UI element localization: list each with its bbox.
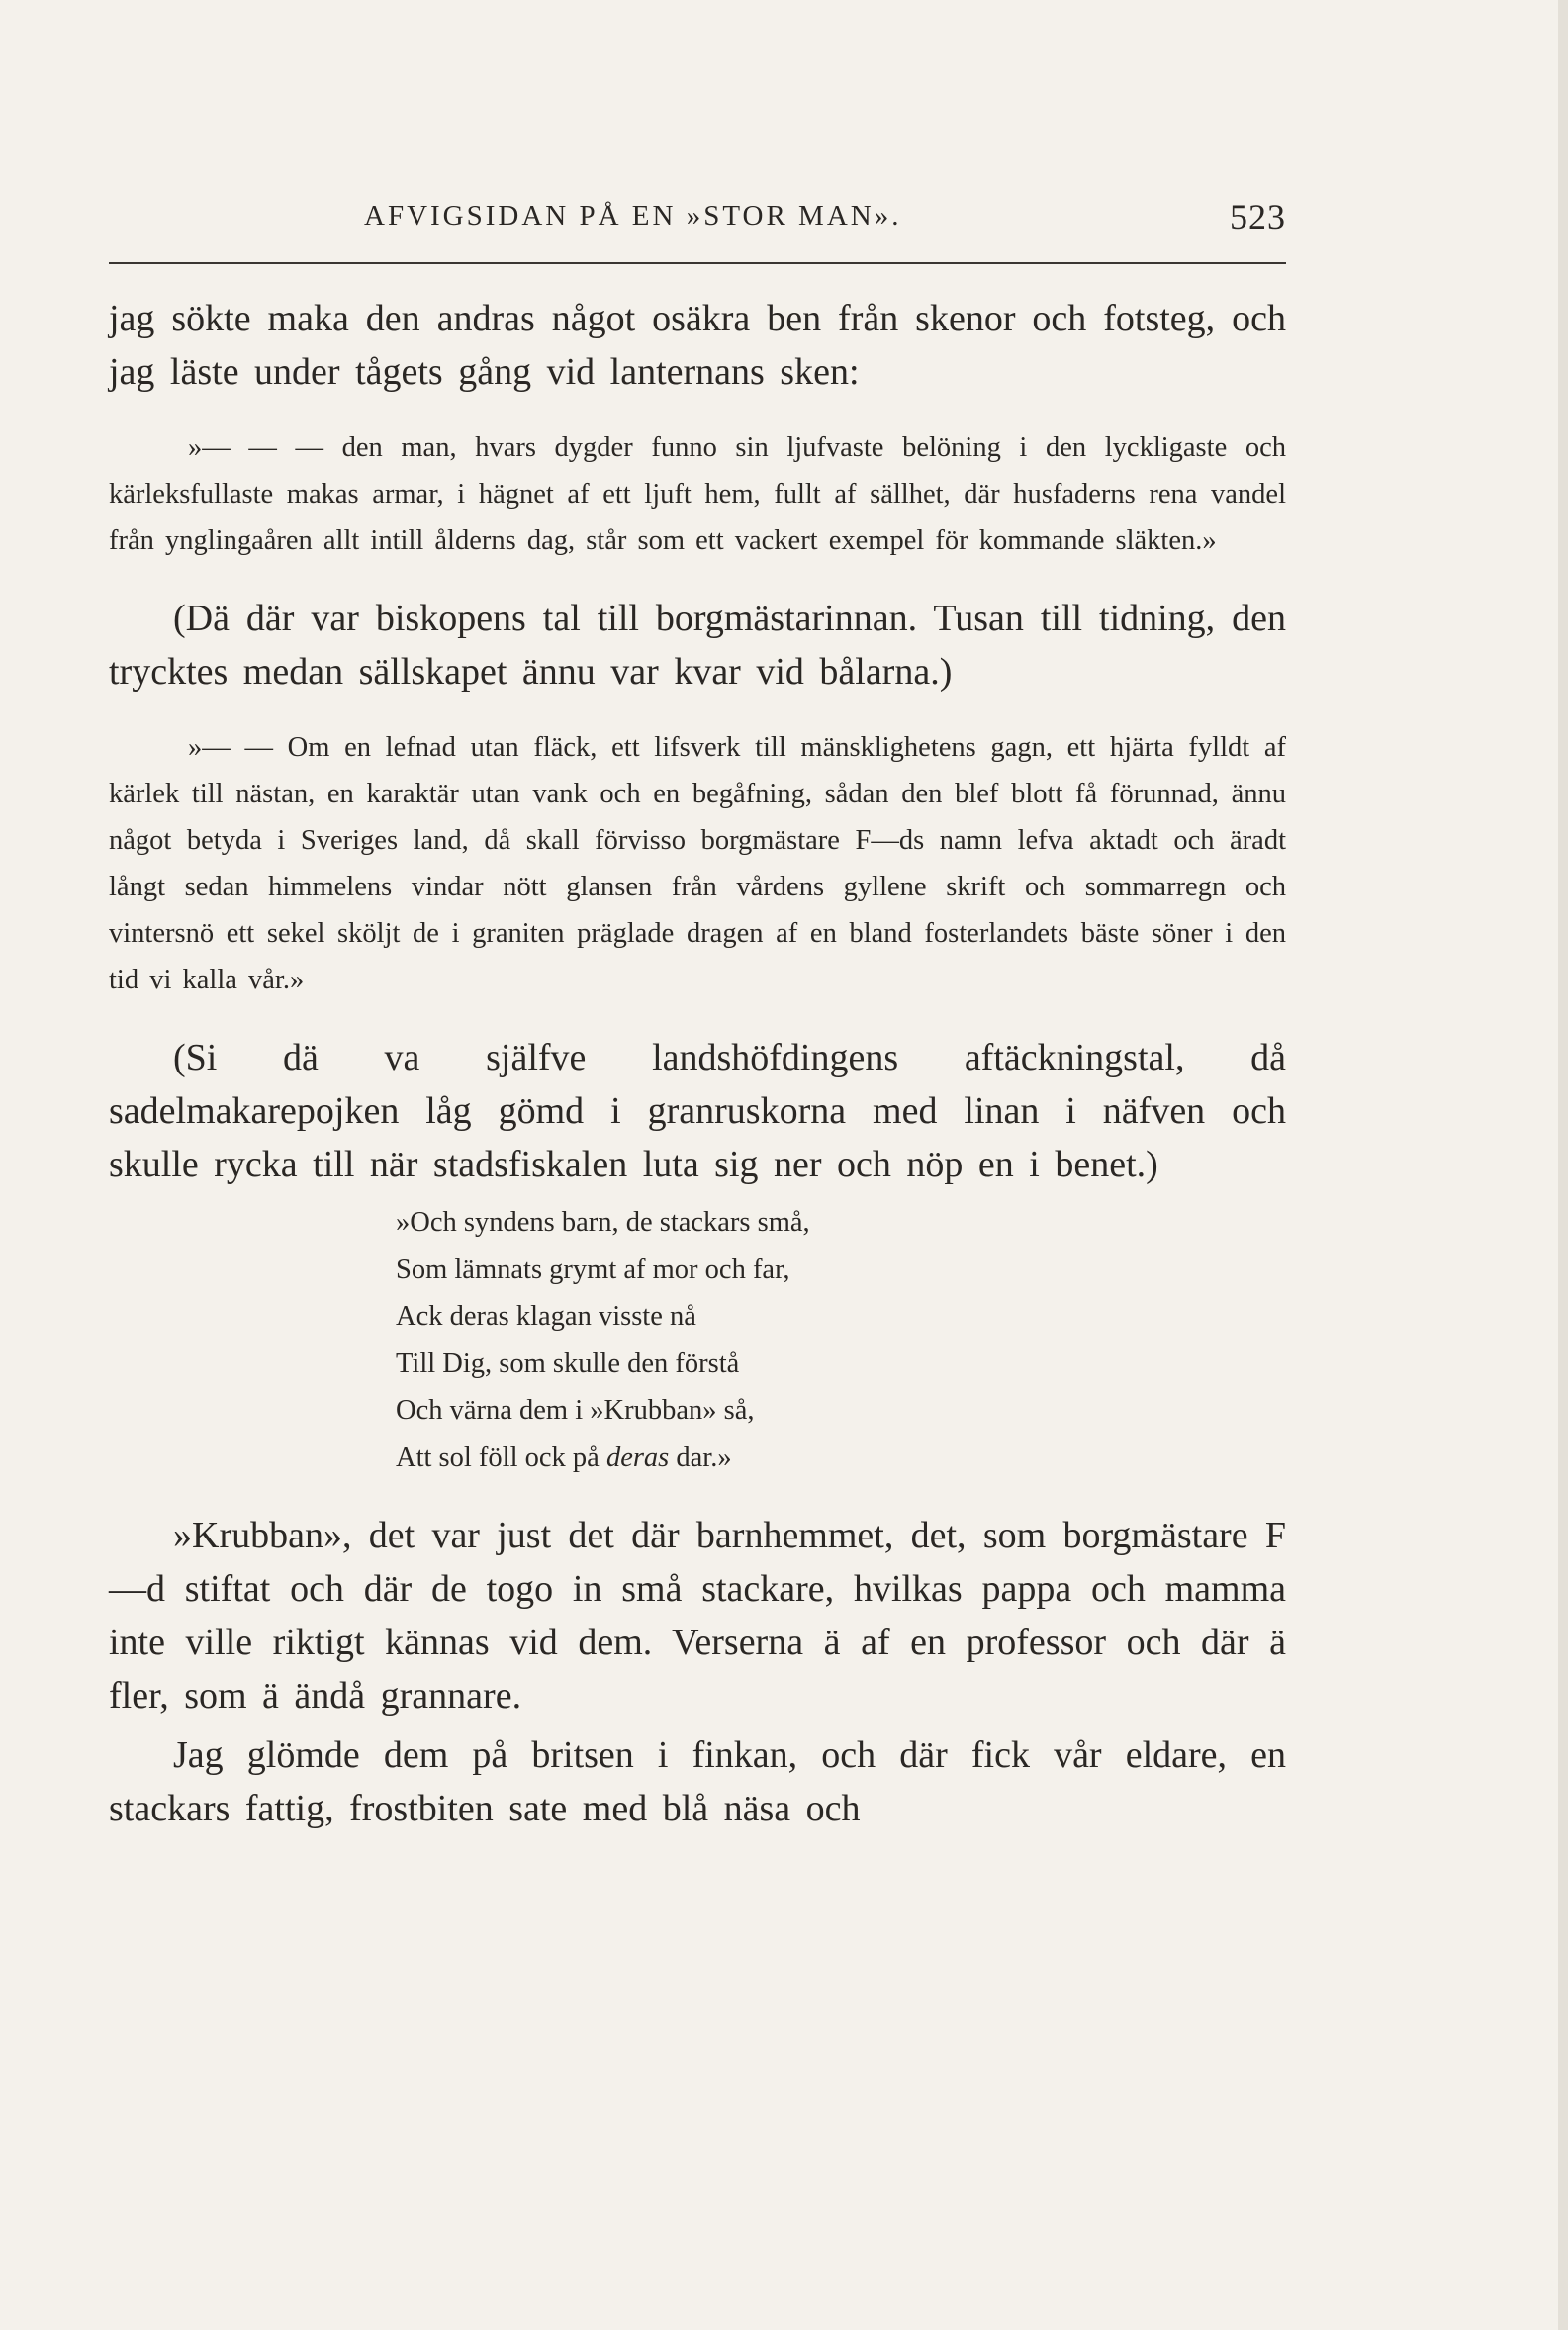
poem-line-end: dar.» bbox=[676, 1442, 732, 1473]
paragraph-3: (Si dä va själfve landshöfdingens aftäckningstal, då sadelmakarepojken låg gömd i granruskorna med linan i näfven och skulle rycka till när stadsfiskalen luta sig ner och nöp en i benet.) bbox=[109, 1037, 1286, 1185]
quote-bishop-speech: »— — — den man, hvars dygder funno sin ljufvaste belöning i den lyckligaste och kärleksfullaste makas armar, i hägnet af ett ljuft hem, fullt af sällhet, där husfaderns rena vandel från ynglingaåren allt intill ålderns dag, står som ett vackert exempel för kommande släkten.» bbox=[109, 432, 1286, 556]
paragraph-4: »Krubban», det var just det där barnhemmet, det, som borgmästare F—d stiftat och där de togo in små stackare, hvilkas pappa och mamma inte ville riktigt kännas vid dem. Verserna ä af en professor och där ä fler, som ä ändå grannare. bbox=[109, 1515, 1286, 1717]
page-header bbox=[109, 196, 1286, 255]
running-head: AFVIGSIDAN PÅ EN »STOR MAN». bbox=[364, 200, 902, 232]
poem-line-start: Att sol föll ock på bbox=[396, 1442, 600, 1473]
page-body bbox=[109, 292, 1286, 1835]
poem-line: Ack deras klagan visste nå bbox=[396, 1301, 696, 1332]
quote-memorial-speech: »— — Om en lefnad utan fläck, ett lifsverk till mänsklighetens gagn, ett hjärta fylldt af kärlek till nästan, en karaktär utan vank och en begåfning, sådan den blef blott få förunnad, ännu något betyda i Sveriges land, då skall förvisso borgmästare F—ds namn lefva aktadt och äradt långt sedan himmelens vindar nött glansen från vårdens gyllene skrift och sommarregn och vintersnö ett sekel sköljt de i graniten präglade dragen af en bland fosterlandets bäste söner i den tid vi kalla vår.» bbox=[109, 732, 1286, 995]
poem-line: Till Dig, som skulle den förstå bbox=[396, 1348, 740, 1379]
poem-line: »Och syndens barn, de stackars små, bbox=[396, 1207, 810, 1238]
poem-line: Som lämnats grymt af mor och far, bbox=[396, 1254, 790, 1285]
paragraph-2: (Dä där var biskopens tal till borgmästarinnan. Tusan till tidning, den trycktes medan sällskapet ännu var kvar vid bålarna.) bbox=[109, 598, 1286, 693]
poem-verse bbox=[396, 1199, 1286, 1481]
poem-line bbox=[396, 1435, 1286, 1482]
paragraph-1: jag sökte maka den andras något osäkra ben från skenor och fotsteg, och jag läste under tågets gång vid lanternans sken: bbox=[109, 298, 1286, 393]
page-number: 523 bbox=[1230, 197, 1286, 236]
header-rule bbox=[109, 262, 1286, 264]
page-edge bbox=[1558, 0, 1568, 2330]
poem-line: Och värna dem i »Krubban» så, bbox=[396, 1395, 755, 1426]
poem-emphasis: deras bbox=[605, 1442, 670, 1473]
paragraph-5: Jag glömde dem på britsen i finkan, och där fick vår eldare, en stackars fattig, frostbiten sate med blå näsa och bbox=[109, 1734, 1286, 1829]
